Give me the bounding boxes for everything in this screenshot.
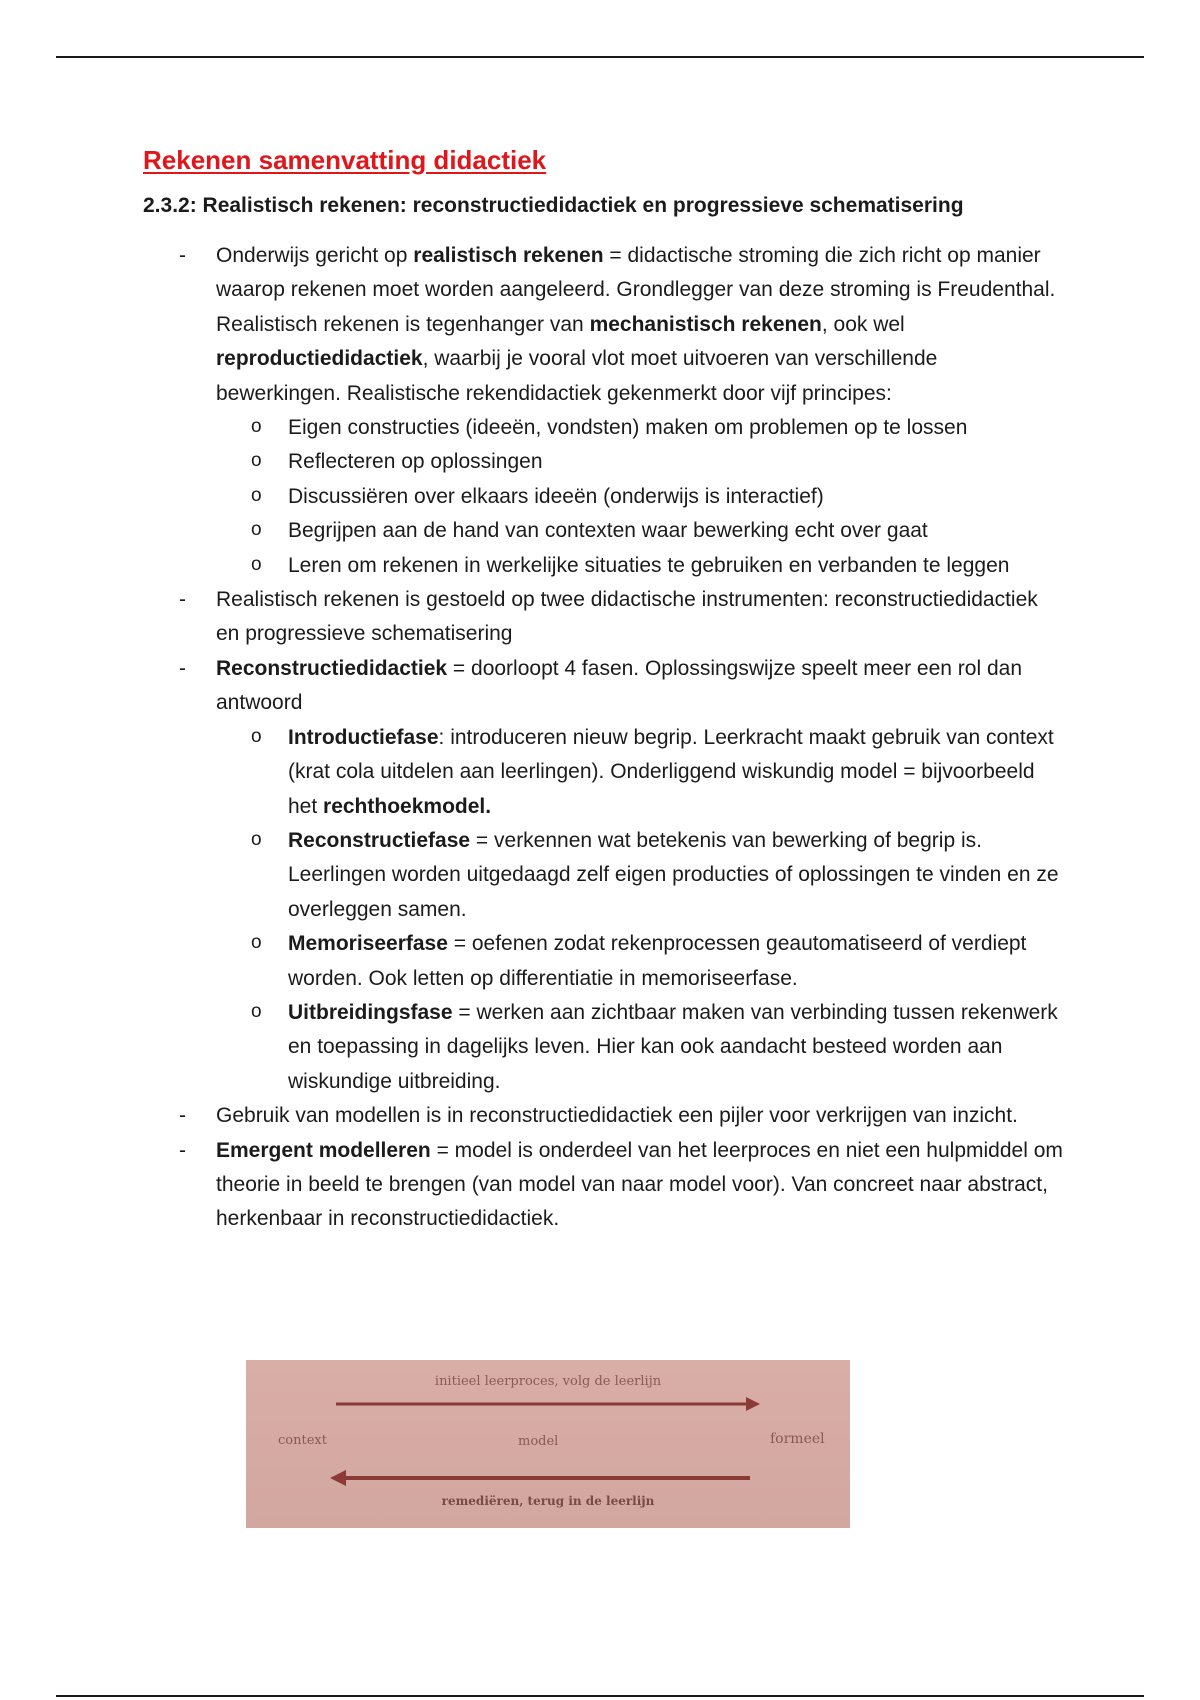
phase-reconstructie: o Reconstructiefase = verkennen wat betekenis van bewerking of begrip is. Leerlingen worden uitgedaagd zelf eigen producties of oplossingen te vinden en ze overleggen samen.	[215, 824, 1063, 927]
phase-introductie: o Introductiefase: introduceren nieuw begrip. Leerkracht maakt gebruik van context (krat cola uitdelen aan leerlingen). Onderliggend wiskundig model = bijvoorbeeld het rechthoekmodel.	[215, 721, 1063, 824]
diagram-label-top: initieel leerproces, volg de leerlijn	[434, 1374, 662, 1389]
list-item: o Leren om rekenen in werkelijke situaties te gebruiken en verbanden te leggen	[215, 549, 1063, 583]
diagram-label-formeel: formeel	[770, 1431, 825, 1447]
diagram-label-context: context	[278, 1433, 327, 1448]
section-heading: 2.3.2: Realistisch rekenen: reconstructiedidactiek en progressieve schematisering	[143, 194, 964, 217]
list-item: o Reflecteren op oplossingen	[215, 445, 1063, 479]
footer-rule	[56, 1695, 1144, 1697]
list-item-modellen: - Gebruik van modellen is in reconstructiedidactiek een pijler voor verkrijgen van inzicht.	[143, 1099, 1063, 1133]
phases-list	[215, 721, 1063, 1099]
list-item-realistisch: - Onderwijs gericht op realistisch rekenen = didactische stroming die zich richt op manier waarop rekenen moet worden aangeleerd. Grondlegger van deze stroming is Freudenthal. Realistisch rekenen is tegenhanger van mechanistisch rekenen, ook wel reproductiedidactiek, waarbij je vooral vlot moet uitvoeren van verschillende bewerkingen. Realistische rekendidactiek gekenmerkt door vijf principes: o Eigen constructies (ideeën, vondsten) maken om problemen op te lossen o Reflecteren op oplossingen o Discussiëren over elkaars ideeën (onderwijs is interactief) o Begrijpen aan de hand van contexten waar bewerking echt over gaat o Leren om rekenen in werkelijke situaties te gebruiken en verbanden te leggen	[143, 239, 1063, 583]
principles-list	[215, 411, 1063, 583]
document-title: Rekenen samenvatting didactiek	[143, 145, 547, 175]
list-item: o Begrijpen aan de hand van contexten waar bewerking echt over gaat	[215, 514, 1063, 548]
phase-uitbreiding: o Uitbreidingsfase = werken aan zichtbaar maken van verbinding tussen rekenwerk en toepassing in dagelijks leven. Hier kan ook aandacht besteed worden aan wiskundige uitbreiding.	[215, 996, 1063, 1099]
bullet-list	[143, 239, 1063, 1237]
model-diagram-photo	[246, 1360, 850, 1528]
forward-arrowhead	[746, 1397, 760, 1411]
list-item-instrumenten: - Realistisch rekenen is gestoeld op twee didactische instrumenten: reconstructiedidactiek en progressieve schematisering	[143, 583, 1063, 652]
diagram-label-bottom: remediëren, terug in de leerlijn	[441, 1494, 655, 1508]
list-item-reconstructiedidactiek: - Reconstructiedidactiek = doorloopt 4 fasen. Oplossingswijze speelt meer een rol dan antwoord o Introductiefase: introduceren nieuw begrip. Leerkracht maakt gebruik van context (krat cola uitdelen aan leerlingen). Onderliggend wiskundig model = bijvoorbeeld het rechthoekmodel. o Reconstructiefase = verkennen wat betekenis van bewerking of begrip is. Leerlingen worden uitgedaagd zelf eigen producties of oplossingen te vinden en ze overleggen samen. o Memoriseerfase = oefenen zodat rekenprocessen geautomatiseerd of verdiept worden. Ook letten op differentiatie in memoriseerfase. o Uitbreidingsfase = werken aan zichtbaar maken van verbinding tussen rekenwerk en toepassing in dagelijks leven. Hier kan ook aandacht besteed worden aan wiskundige uitbreiding.	[143, 652, 1063, 1099]
list-item: o Eigen constructies (ideeën, vondsten) maken om problemen op te lossen	[215, 411, 1063, 445]
document-page	[143, 143, 1063, 1508]
list-item: o Discussiëren over elkaars ideeën (onderwijs is interactief)	[215, 480, 1063, 514]
header-rule	[56, 56, 1144, 58]
phase-memoriseer: o Memoriseerfase = oefenen zodat rekenprocessen geautomatiseerd of verdiept worden. Ook letten op differentiatie in memoriseerfase.	[215, 927, 1063, 996]
list-item-emergent: - Emergent modelleren = model is onderdeel van het leerproces en niet een hulpmiddel om theorie in beeld te brengen (van model van naar model voor). Van concreet naar abstract, herkenbaar in reconstructiedidactiek.	[143, 1134, 1063, 1237]
backward-arrowhead	[330, 1470, 346, 1486]
diagram-label-model: model	[518, 1434, 559, 1449]
